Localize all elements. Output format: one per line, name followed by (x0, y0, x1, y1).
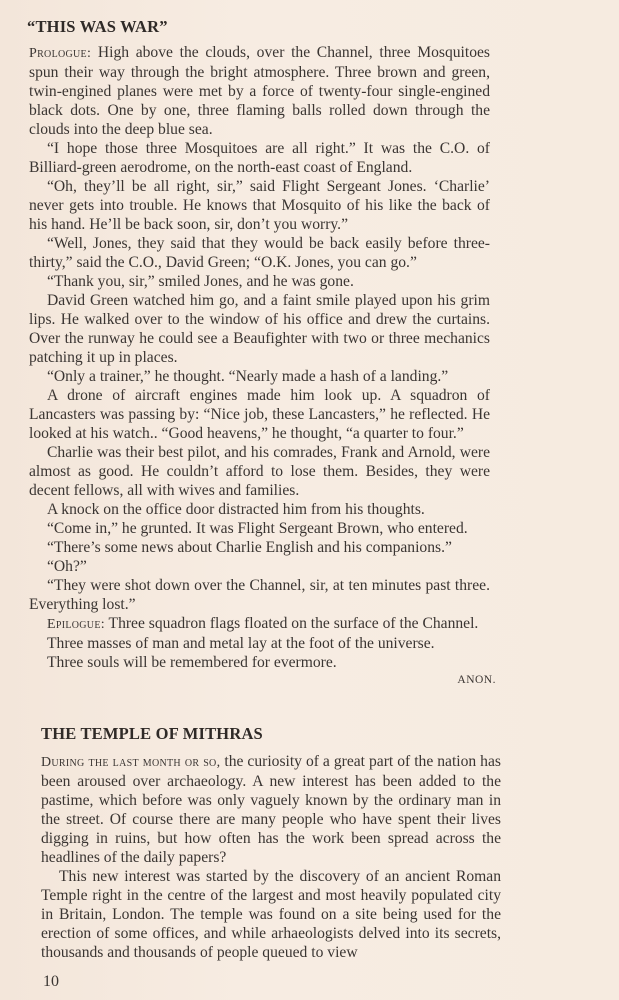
paragraph: This new interest was started by the discovery of an ancient Roman Temple right in the centre of the largest and most heavily populated city in Britain, London. The temple was found on a site being used for the erection of some offices, and while arhaeologists delved into its secrets, thousands and thousands of people queued to view (41, 868, 501, 961)
epilogue (29, 614, 490, 672)
paragraph: “Well, Jones, they said that they would be back easily before three-thirty,” said the C.O., David Green; “O.K. Jones, you can go.” (29, 235, 490, 271)
paragraph: “Thank you, sir,” smiled Jones, and he was gone. (47, 273, 354, 290)
paragraph: “Come in,” he grunted. It was Flight Sergeant Brown, who entered. (47, 520, 468, 537)
author-credit: ANON. (457, 674, 496, 686)
prologue-label: Prologue: (29, 46, 92, 61)
paragraph: A drone of aircraft engines made him look up. A squadron of Lancasters was passing by: “Nice job, these Lancasters,” he reflected. He looked at his watch.. “Good heavens,” he thought, “a quarter to four.” (29, 387, 490, 442)
article-title: THE TEMPLE OF MITHRAS (41, 724, 263, 743)
article-title: “THIS WAS WAR” (27, 17, 168, 36)
epilogue-line: Three souls will be remembered for evermore. (47, 654, 337, 671)
paragraph: “Oh?” (47, 558, 87, 575)
paragraph: Charlie was their best pilot, and his comrades, Frank and Arnold, were almost as good. He couldn’t afford to lose them. Besides, they were decent fellows, all with wives and families. (29, 444, 490, 499)
prologue-paragraph (29, 43, 490, 139)
epilogue-text: Three squadron flags floated on the surface of the Channel. (108, 615, 479, 632)
paragraph: “They were shot down over the Channel, sir, at ten minutes past three. Everything lost.” (29, 577, 490, 613)
lead-paragraph (41, 752, 501, 867)
paragraph: “I hope those three Mosquitoes are all right.” It was the C.O. of Billiard-green aerodrome, on the north-east coast of England. (29, 140, 490, 176)
paragraph-text: the curiosity of a great part of the nation has been aroused over archaeology. A new interest has been added to the pastime, which before was only vaguely known by the ordinary man in the street. Of course there are many people who have spent their lives digging in ruins, but how often has the work been spread across the headlines of the daily papers? (41, 753, 501, 866)
paragraph: “There’s some news about Charlie English and his companions.” (47, 539, 452, 556)
paragraph-text: High above the clouds, over the Channel, three Mosquitoes spun their way through the bright atmosphere. Three brown and green, twin-engined planes were met by a force of twenty-four single-engined black dots. One by one, three flaming balls rolled down through the clouds into the deep blue sea. (29, 44, 490, 138)
article-this-was-war (27, 17, 496, 686)
page-number: 10 (43, 973, 59, 990)
paragraph: David Green watched him go, and a faint smile played upon his grim lips. He walked over to the window of his office and drew the curtains. Over the runway he could see a Beaufighter with two or three mechanics patching it up in places. (29, 292, 490, 366)
lead-in: During the last month or so, (41, 755, 221, 770)
article-temple-of-mithras (41, 724, 501, 962)
epilogue-line (47, 614, 490, 634)
paragraph: “Oh, they’ll be all right, sir,” said Flight Sergeant Jones. ‘Charlie’ never gets into trouble. He knows that Mosquito of his like the back of his hand. He’ll be back soon, sir, don’t you worry.” (29, 178, 490, 233)
paragraph: “Only a trainer,” he thought. “Nearly made a hash of a landing.” (47, 368, 449, 385)
paragraph: A knock on the office door distracted him from his thoughts. (47, 501, 425, 518)
epilogue-label: Epilogue: (47, 617, 105, 632)
epilogue-line: Three masses of man and metal lay at the foot of the universe. (47, 635, 435, 652)
